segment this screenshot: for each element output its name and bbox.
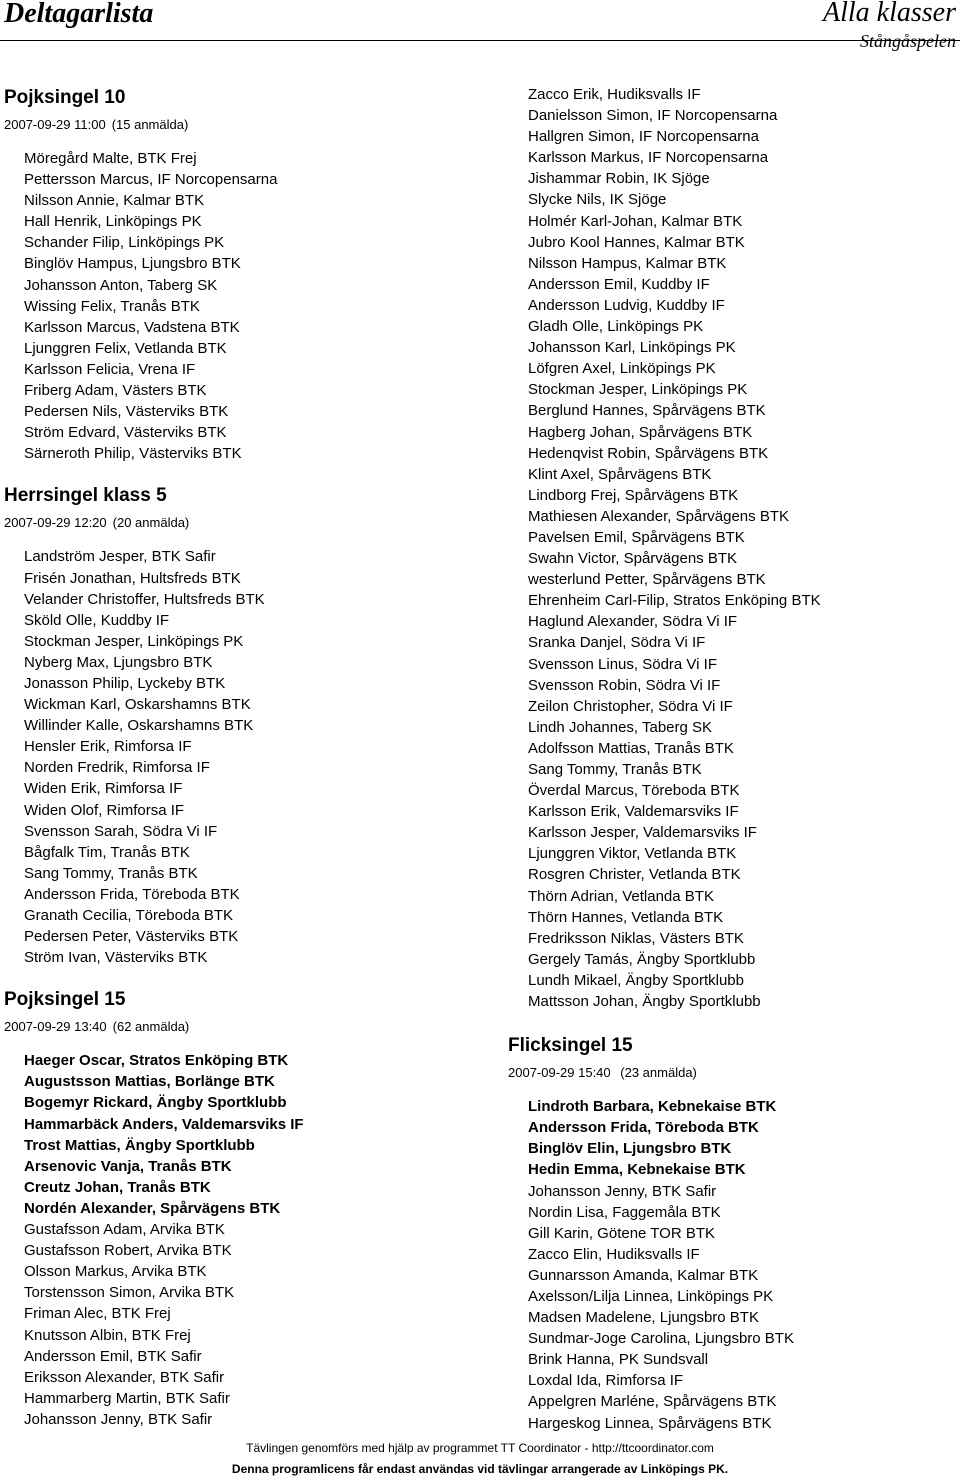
player-entry: Bågfalk Tim, Tranås BTK [24,843,190,861]
player-list [4,1050,494,1430]
player-entry: Mathiesen Alexander, Spårvägens BTK [528,507,789,525]
player-entry: Sköld Olle, Kuddby IF [24,611,170,629]
player-entry: Jonasson Philip, Lyckeby BTK [24,674,226,692]
player-entry: Wickman Karl, Oskarshamns BTK [24,696,251,714]
footer-credit: Tävlingen genomförs med hjälp av programmet TT Coordinator - http://ttcoordinator.com [246,1441,714,1455]
player-entry: Andersson Frida, Töreboda BTK [24,885,240,903]
player-entry: Widen Olof, Rimforsa IF [24,801,185,819]
player-entry: Axelsson/Lilja Linnea, Linköpings PK [528,1287,774,1305]
player-entry: Thörn Adrian, Vetlanda BTK [528,887,714,905]
section-meta [4,116,494,134]
player-entry: Appelgren Marléne, Spårvägens BTK [528,1393,777,1411]
player-entry: Ström Edvard, Västerviks BTK [24,424,227,442]
player-entry: Ljunggren Viktor, Vetlanda BTK [528,845,737,863]
player-entry: Johansson Jenny, BTK Safir [24,1410,213,1428]
player-entry: Gustafsson Adam, Arvika BTK [24,1221,225,1239]
player-entry: Lindh Johannes, Taberg SK [528,718,713,736]
section-count: (20 anmälda) [112,515,190,531]
section-title: Herrsingel klass 5 [4,485,167,507]
section-meta [4,1018,494,1036]
player-entry: Torstensson Simon, Arvika BTK [24,1284,235,1302]
section-flicksingel-15 [508,1034,958,1434]
player-entry: Hammarberg Martin, BTK Safir [24,1389,230,1407]
player-entry: Karlsson Erik, Valdemarsviks IF [528,803,739,821]
section-title: Pojksingel 10 [4,87,126,108]
player-entry: Pavelsen Emil, Spårvägens BTK [528,528,745,546]
player-entry: Sundmar-Joge Carolina, Ljungsbro BTK [528,1330,794,1348]
player-entry: Johansson Karl, Linköpings PK [528,339,736,357]
left-column [4,86,494,1430]
player-entry: Gergely Tamás, Ängby Sportklubb [528,950,756,968]
section-title: Flicksingel 15 [508,1035,633,1057]
page-header [0,0,960,51]
header-right [823,0,956,51]
player-entry: Adolfsson Mattias, Tranås BTK [528,739,734,757]
player-entry: Nyberg Max, Ljungsbro BTK [24,653,213,671]
player-entry: Nordin Lisa, Faggemåla BTK [528,1203,721,1221]
player-entry: Möregård Malte, BTK Frej [24,150,197,167]
player-entry: Lindborg Frej, Spårvägens BTK [528,486,739,504]
right-column [508,84,958,1434]
player-entry: Willinder Kalle, Oskarshamns BTK [24,717,254,735]
player-entry: Binglöv Elin, Ljungsbro BTK [528,1140,732,1158]
section-title: Pojksingel 15 [4,989,126,1011]
player-entry: Swahn Victor, Spårvägens BTK [528,550,738,568]
player-entry: Rosgren Christer, Vetlanda BTK [528,866,741,884]
section-datetime: 2007-09-29 12:20 [4,515,107,531]
player-entry: Ström Ivan, Västerviks BTK [24,949,208,967]
player-entry: Överdal Marcus, Töreboda BTK [528,782,740,800]
player-entry: Hargeskog Linnea, Spårvägens BTK [528,1414,772,1432]
section-datetime: 2007-09-29 15:40 [508,1065,611,1081]
player-entry: Widen Erik, Rimforsa IF [24,780,183,798]
player-entry: Brink Hanna, PK Sundsvall [528,1351,709,1369]
player-entry: Bogemyr Rickard, Ängby Sportklubb [24,1094,287,1112]
player-entry: Zacco Elin, Hudiksvalls IF [528,1245,700,1263]
player-entry: Särneroth Philip, Västerviks BTK [24,445,242,463]
player-entry: Pettersson Marcus, IF Norcopensarna [24,171,278,189]
player-entry: Svensson Sarah, Södra Vi IF [24,822,218,840]
player-entry: Andersson Emil, Kuddby IF [528,275,710,293]
player-entry: Granath Cecilia, Töreboda BTK [24,907,233,924]
section-count: (15 anmälda) [111,117,189,132]
player-entry: Fredriksson Niklas, Västers BTK [528,929,744,947]
section-count: (62 anmälda) [112,1019,190,1035]
player-entry: westerlund Petter, Spårvägens BTK [528,571,766,589]
player-entry: Andersson Frida, Töreboda BTK [528,1119,759,1137]
player-entry: Ljunggren Felix, Vetlanda BTK [24,339,227,357]
player-entry: Hedenqvist Robin, Spårvägens BTK [528,444,769,462]
player-entry: Gustafsson Robert, Arvika BTK [24,1242,232,1260]
section-datetime: 2007-09-29 13:40 [4,1019,107,1035]
player-entry: Karlsson Felicia, Vrena IF [24,360,196,378]
player-entry: Sang Tommy, Tranås BTK [24,864,198,882]
player-entry: Andersson Ludvig, Kuddby IF [528,296,725,314]
player-entry: Eriksson Alexander, BTK Safir [24,1368,225,1386]
section-datetime: 2007-09-29 11:00 [4,117,106,132]
player-entry: Friberg Adam, Västers BTK [24,382,207,400]
player-entry: Trost Mattias, Ängby Sportklubb [24,1136,255,1154]
player-entry: Frisén Jonathan, Hultsfreds BTK [24,569,241,587]
player-list [4,148,494,464]
player-entry: Holmér Karl-Johan, Kalmar BTK [528,212,743,230]
player-entry: Karlsson Marcus, Vadstena BTK [24,318,240,336]
player-list [4,546,494,968]
footer-license: Denna programlicens får endast användas vid tävlingar arrangerade av Linköpings PK. [231,1462,729,1476]
player-entry: Ehrenheim Carl-Filip, Stratos Enköping BTK [528,592,821,610]
player-entry: Karlsson Jesper, Valdemarsviks IF [528,824,757,842]
player-entry: Pedersen Peter, Västerviks BTK [24,928,239,946]
player-entry: Stockman Jesper, Linköpings PK [24,632,244,650]
section-block [4,988,494,1430]
player-entry: Johansson Jenny, BTK Safir [528,1182,717,1200]
player-entry: Zacco Erik, Hudiksvalls IF [528,86,701,103]
player-entry: Hensler Erik, Rimforsa IF [24,738,192,756]
player-entry: Hallgren Simon, IF Norcopensarna [528,128,759,146]
player-entry: Landström Jesper, BTK Safir [24,548,216,566]
player-entry: Svensson Robin, Södra Vi IF [528,676,721,694]
player-entry: Slycke Nils, IK Sjöge [528,191,667,209]
player-entry: Wissing Felix, Tranås BTK [24,297,200,315]
player-entry: Lundh Mikael, Ängby Sportklubb [528,971,744,989]
player-entry: Hedin Emma, Kebnekaise BTK [528,1161,746,1179]
player-entry: Karlsson Markus, IF Norcopensarna [528,149,769,167]
player-entry: Velander Christoffer, Hultsfreds BTK [24,590,265,608]
player-entry: Loxdal Ida, Rimforsa IF [528,1372,684,1390]
player-entry: Creutz Johan, Tranås BTK [24,1178,211,1196]
player-entry: Haglund Alexander, Södra Vi IF [528,613,738,631]
player-entry: Knutsson Albin, BTK Frej [24,1326,191,1344]
section-meta [4,514,494,532]
player-entry: Norden Fredrik, Rimforsa IF [24,759,210,777]
player-list [508,1096,958,1434]
player-entry: Haeger Oscar, Stratos Enköping BTK [24,1052,289,1070]
player-entry: Friman Alec, BTK Frej [24,1305,171,1323]
player-entry: Löfgren Axel, Linköpings PK [528,360,716,378]
player-entry: Sang Tommy, Tranås BTK [528,761,702,778]
player-entry: Zeilon Christopher, Södra Vi IF [528,697,733,715]
player-entry: Nordén Alexander, Spårvägens BTK [24,1199,281,1217]
competition-name: Stångåspelen [860,31,956,51]
player-entry: Svensson Linus, Södra Vi IF [528,655,717,673]
player-entry: Madsen Madelene, Ljungsbro BTK [528,1309,759,1327]
player-entry: Stockman Jesper, Linköpings PK [528,381,748,399]
player-entry: Nilsson Hampus, Kalmar BTK [528,254,727,272]
player-entry: Arsenovic Vanja, Tranås BTK [24,1157,232,1175]
player-entry: Johansson Anton, Taberg SK [24,276,218,294]
player-entry: Andersson Emil, BTK Safir [24,1347,202,1365]
player-entry: Schander Filip, Linköpings PK [24,234,225,252]
player-entry: Augustsson Mattias, Borlänge BTK [24,1073,275,1091]
player-entry: Sranka Danjel, Södra Vi IF [528,634,706,652]
player-entry: Gill Karin, Götene TOR BTK [528,1224,716,1242]
player-entry: Gladh Olle, Linköpings PK [528,318,704,336]
player-entry: Lindroth Barbara, Kebnekaise BTK [528,1098,777,1116]
player-entry: Hammarbäck Anders, Valdemarsviks IF [24,1115,304,1133]
player-entry: Klint Axel, Spårvägens BTK [528,465,712,483]
player-entry: Olsson Markus, Arvika BTK [24,1263,207,1281]
player-entry: Danielsson Simon, IF Norcopensarna [528,107,778,125]
section-meta [508,1064,958,1082]
player-entry: Nilsson Annie, Kalmar BTK [24,192,205,210]
player-entry: Jishammar Robin, IK Sjöge [528,170,710,188]
player-entry: Hall Henrik, Linköpings PK [24,213,202,231]
continuation-list [508,84,958,1012]
player-entry: Mattsson Johan, Ängby Sportklubb [528,993,761,1011]
player-entry: Pedersen Nils, Västerviks BTK [24,403,229,421]
section-block [4,86,494,464]
section-block [4,484,494,968]
player-entry: Hagberg Johan, Spårvägens BTK [528,423,753,441]
player-entry: Thörn Hannes, Vetlanda BTK [528,908,724,926]
document-title: Deltagarlista [4,0,154,29]
class-scope-title: Alla klasser [823,0,956,28]
player-entry: Berglund Hannes, Spårvägens BTK [528,402,766,420]
section-count: (23 anmälda) [620,1065,697,1081]
player-entry: Gunnarsson Amanda, Kalmar BTK [528,1266,759,1284]
player-entry: Jubro Kool Hannes, Kalmar BTK [528,233,745,251]
player-entry: Binglöv Hampus, Ljungsbro BTK [24,255,241,273]
